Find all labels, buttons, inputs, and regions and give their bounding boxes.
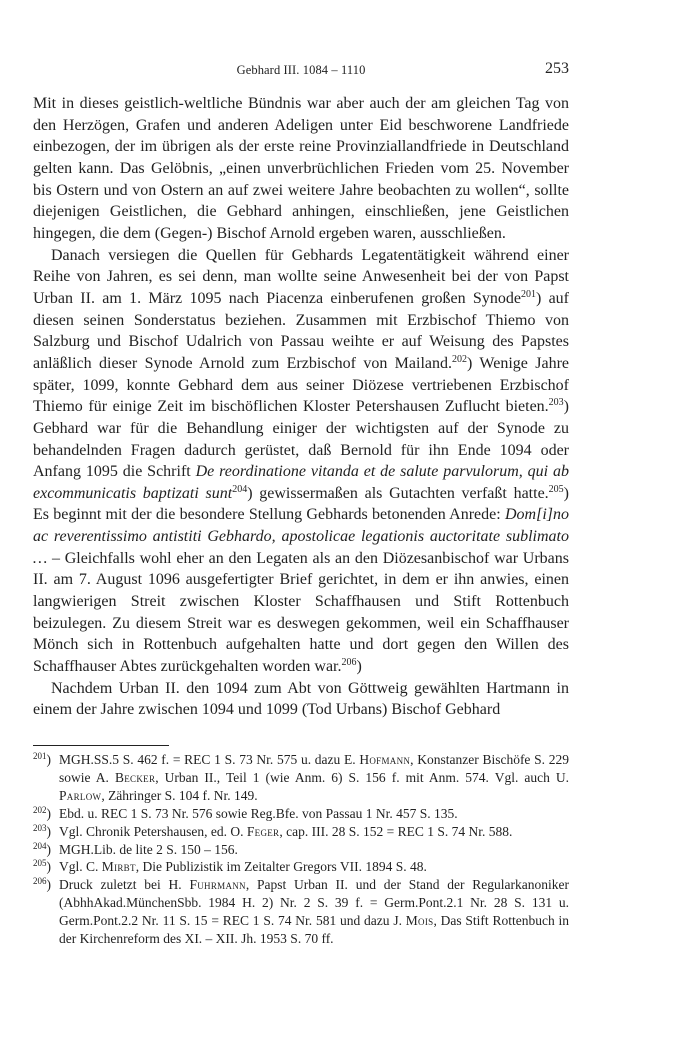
footnote-number: $^{203}$) xyxy=(33,822,51,839)
footnote-number-text: 205 xyxy=(33,858,47,869)
footnote-text: Druck zuletzt bei H. xyxy=(59,877,190,893)
footnote-text: , Konstanzer Bischöfe S. 229 sowie A. xyxy=(59,752,569,785)
author-name: Parlow xyxy=(59,787,102,803)
paragraph-text: Mit in dieses geistlich-weltliche Bündnis war aber auch der am gleichen Tag von den Herzögen, Grafen und anderen Adeligen unter Eid beschworene Landfriede einbezogen, der im übrigen als der erste reine Provinziallandfriede in Deutschland gelten kann. Das Gelöbnis, „einen unverbrüchlichen Frieden vom 25. November bis Ostern und von Ostern an auf zwei weitere Jahre beobachten zu wollen“, sollte diejenigen Geistlichen, die Gebhard anhingen, einschließen, jene Geistlichen hingegen, die dem (Gegen-) Bischof Arnold ergeben waren, ausschließen. xyxy=(33,95,569,242)
latin-title: De reordinatione vitanda et de salute parvulorum, qui ab excommunicatis baptizati sunt xyxy=(33,463,569,502)
footnote-text: , Das Stift Rottenbuch in der Kirchenreform des XI. – XII. Jh. 1953 S. 70 ff. xyxy=(59,913,569,947)
footnote-text: MGH.SS.5 S. 462 f. = REC 1 S. 73 Nr. 575 u. dazu E. xyxy=(59,752,360,767)
paragraph-text: Nachdem Urban II. den 1094 zum Abt von Göttweig gewählten Hartmann in einem der Jahre zwischen 1094 und 1099 (Tod Urbans) Bischof Gebhard xyxy=(33,679,569,719)
author-name: Becker xyxy=(114,769,156,785)
footnote xyxy=(33,805,569,823)
footnote xyxy=(33,751,569,805)
footnote-ref-number: 205 xyxy=(548,483,564,495)
author-name: Mirbt xyxy=(101,859,136,875)
body-text xyxy=(33,93,569,721)
footnote-number-text: 204 xyxy=(33,840,47,851)
latin-title: Dom[i]no ac reverentissimo antistiti Gebhardo, apostolicae legationis auctoritate sublimato … – xyxy=(33,506,569,567)
footnote-number: $^{201}$) xyxy=(33,751,51,767)
footnote-text: , Papst Urban II. und der Stand der Regularkanoniker (AbhhAkad.MünchenSbb. 1984 H. 2) Nr. 2 S. 39 f. = Germ.Pont.2.1 Nr. 28 S. 131 u. Germ.Pont.2.2 Nr. 11 S. 15 = REC 1 S. 74 Nr. 581 und dazu J. xyxy=(59,877,569,929)
paragraph-text: Es beginnt mit der die besondere Stellung Gebhards betonenden Anrede: xyxy=(33,506,505,524)
footnote-text: , Zähringer S. 104 f. Nr. 149. xyxy=(101,787,258,803)
footnote-text: Vgl. Chronik Petershausen, ed. O. xyxy=(59,823,247,839)
footnote-marker: $^{203}$) xyxy=(548,397,569,416)
paragraph-text: gewissermaßen als Gutachten verfaßt hatte. xyxy=(252,484,549,502)
author-name: Mois xyxy=(405,913,434,929)
paragraph xyxy=(33,93,569,245)
footnote-marker: $^{204}$) xyxy=(232,483,253,502)
footnote-ref-number: 203 xyxy=(548,397,564,409)
footnote-separator xyxy=(33,745,169,746)
page-number: 253 xyxy=(545,60,569,77)
footnote-marker: $^{206}$) xyxy=(341,657,362,676)
paragraph-text: Gleichfalls wohl eher an den Legaten als an den Diözesanbischof war Urbans II. am 7. August 1096 ausgefertigter Brief gerichtet, in dem er ihn anwies, einen langwierigen Streit zwischen Kloster Schaffhausen und Stift Rottenbuch beizulegen. Zu diesem Streit war es deswegen gekommen, weil ein Schaffhauser Mönch sich in Rottenbuch aufgehalten hatte und dort gegen den Willen des Schaffhauser Abtes zurückgehalten worden war. xyxy=(33,549,569,676)
paragraph xyxy=(33,678,569,721)
footnotes xyxy=(33,751,569,948)
footnote-number: $^{206}$) xyxy=(33,876,51,893)
footnote-ref-number: 202 xyxy=(452,353,468,365)
footnote-marker: $^{201}$) xyxy=(520,288,542,307)
footnote-number-text: 203 xyxy=(33,822,47,833)
paragraph-text: Danach versiegen die Quellen für Gebhards Legatentätigkeit während einer Reihe von Jahren, es sei denn, man wollte seine Anwesenheit bei der von Papst Urban II. am 1. März 1095 nach Piacenza einberufenen großen Synode xyxy=(33,246,569,307)
footnote-marker: $^{205}$) xyxy=(548,483,569,502)
footnote xyxy=(33,823,569,841)
footnote xyxy=(33,876,569,948)
paragraph xyxy=(33,245,569,678)
running-head: Gebhard III. 1084 – 1110 xyxy=(236,63,366,77)
footnote-number: $^{202}$) xyxy=(33,804,51,821)
footnote-ref-number: 206 xyxy=(341,657,357,669)
footnote xyxy=(33,841,569,859)
footnote-ref-number: 204 xyxy=(232,483,248,495)
footnote-text: Ebd. u. REC 1 S. 73 Nr. 576 sowie Reg.Bfe. von Passau 1 Nr. 457 S. 135. xyxy=(59,805,458,821)
footnote-number-text: 202 xyxy=(33,804,47,815)
footnote-text: MGH.Lib. de lite 2 S. 150 – 156. xyxy=(59,841,238,857)
author-name: Hofmann xyxy=(359,752,411,767)
author-name: Feger xyxy=(246,823,280,839)
footnote-number: $^{204}$) xyxy=(33,840,51,857)
footnote xyxy=(33,858,569,876)
footnote-text: , cap. III. 28 S. 152 = REC 1 S. 74 Nr. 588. xyxy=(279,823,513,839)
author-name: Fuhrmann xyxy=(189,877,246,893)
paragraph-text: Gebhard war für die Behandlung einiger der wichtigsten auf der Synode zu behandelnden Fragen dadurch gerüstet, daß Bernold für ihn Ende 1094 oder Anfang 1095 die Schrift xyxy=(33,419,569,481)
footnote-text: , Die Publizistik im Zeitalter Gregors VII. 1894 S. 48. xyxy=(135,859,427,875)
paragraph-text: auf diesen seinen Sonderstatus beziehen. Zusammen mit Erzbischof Thiemo von Salzburg und Bischof Udalrich von Passau weihte er auf Weisung des Papstes anläßlich dieser Synode Arnold zum Erzbischof von Mailand. xyxy=(33,289,569,372)
footnote-text: , Urban II., Teil 1 (wie Anm. 6) S. 156 f. mit Anm. 574. Vgl. auch U. xyxy=(155,769,569,785)
page-header xyxy=(33,60,569,82)
footnote-number-text: 201 xyxy=(33,751,47,761)
footnote-ref-number: 201 xyxy=(520,288,536,300)
footnote-number-text: 206 xyxy=(33,876,47,887)
footnote-number: $^{205}$) xyxy=(33,858,51,875)
paragraph-text: Wenige Jahre später, 1099, konnte Gebhard dem aus seiner Diözese vertriebenen Erzbischof Thiemo für einige Zeit im bischöflichen Kloster Petershausen Zuflucht bieten. xyxy=(33,354,570,416)
footnote-text: Vgl. C. xyxy=(59,859,102,875)
footnote-marker: $^{202}$) xyxy=(452,353,473,372)
